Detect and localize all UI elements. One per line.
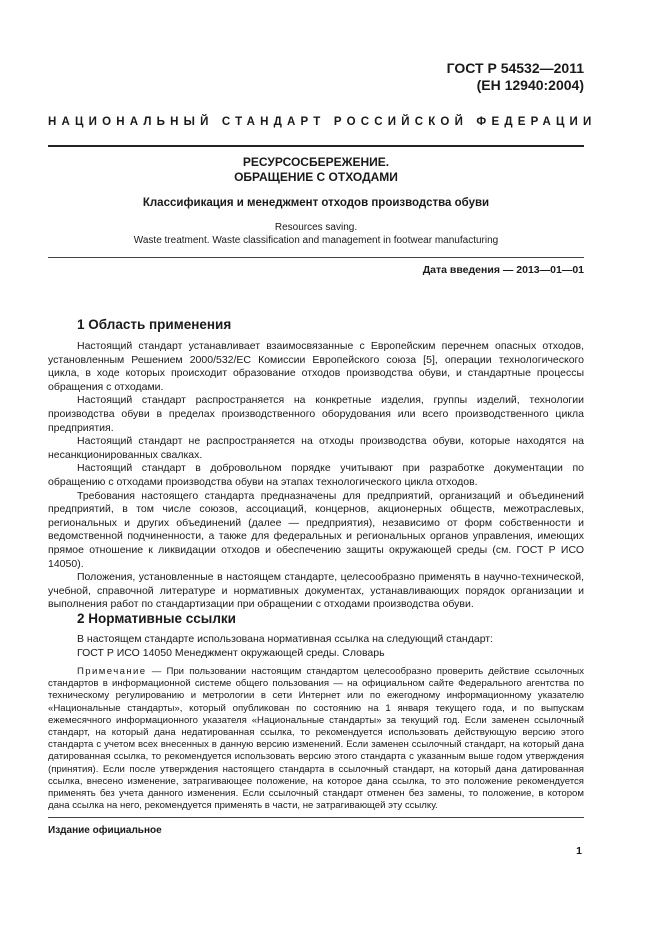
national-standard-banner: НАЦИОНАЛЬНЫЙ СТАНДАРТ РОССИЙСКОЙ ФЕДЕРАЦИИ [48, 116, 597, 128]
en-reference: (ЕН 12940:2004) [476, 77, 584, 93]
note-label: Примечание [77, 666, 147, 677]
note-block [48, 666, 584, 812]
title-subtitle: Классификация и менеджмент отходов производства обуви [142, 197, 490, 209]
section-2-heading: 2 Нормативные ссылки [77, 611, 236, 626]
note-paragraph [48, 666, 584, 812]
section-1-paragraph: Настоящий стандарт устанавливает взаимосвязанные с Европейским перечнем опасных отходов, установленным Решением 2000/532/ЕС Комиссии Европейского союза [5], операции технологического цикла, в ходе которых происходит образование отходов производства обуви, и стандартные процессы обращения с отходами. [48, 340, 584, 393]
introduction-date: Дата введения — 2013—01—01 [422, 264, 584, 276]
document-designation [447, 60, 584, 94]
english-title [48, 221, 584, 247]
page-number: 1 [576, 845, 582, 857]
section-1-paragraph: Настоящий стандарт в добровольном порядке учитывают при разработке документации по обращению с отходами производства обуви на этапах технологического цикла отходов. [48, 462, 584, 488]
note-text: — При пользовании настоящим стандартом целесообразно проверить действие ссылочных стандартов в информационной системе общего пользования — на официальном сайте Федерального агентства по техническому регулированию и метрологии в сети Интернет или по ежегодному информационному указателю «Национальные стандарты», который опубликован по состоянию на 1 января текущего года, и по выпускам ежемесячного информационного указателя «Национальные стандарты» за текущий год. Если заменен ссылочный стандарт, на который дана недатированная ссылка, то рекомендуется использовать действующую версию этого стандарта с учетом всех внесенных в данную версию изменений. Если заменен ссылочный стандарт, на который дана датированная ссылка, то рекомендуется использовать версию этого стандарта с указанным выше годом утверждения (принятия). Если после утверждения настоящего стандарта в ссылочный стандарт, на который дана датированная ссылка, внесено изменение, затрагивающее положение, на которое дана ссылка, то это положение рекомендуется применять без учета данного изменения. Если ссылочный стандарт отменен без замены, то положение, в котором дана ссылка на него, рекомендуется применять в части, не затрагивающей эту ссылку. [48, 666, 584, 812]
section-2-paragraph: В настоящем стандарте использована нормативная ссылка на следующий стандарт: [77, 633, 494, 645]
section-2-reference: ГОСТ Р ИСО 14050 Менеджмент окружающей среды. Словарь [77, 646, 385, 659]
gost-number: ГОСТ Р 54532—2011 [446, 60, 584, 76]
section-1-paragraph: Требования настоящего стандарта предназначены для предприятий, организаций и объединений предприятий, в том числе союзов, ассоциаций, концернов, акционерных обществ, межотраслевых, региональных и других объединений (далее — предприятия), независимо от форм собственности и ведомственной подчиненности, а также для федеральных и региональных органов управления, имеющих прямое отношение к ликвидации отходов и обеспечению защиты окружающей среды (см. ГОСТ Р ИСО 14050). [48, 489, 584, 570]
english-title-line-2: Waste treatment. Waste classification and management in footwear manufacturing [133, 235, 499, 246]
section-2-body [48, 633, 584, 660]
section-1-body [48, 340, 584, 612]
english-title-line-1: Resources saving. [274, 222, 358, 233]
section-1-paragraph: Настоящий стандарт распространяется на конкретные изделия, группы изделий, технологии производства обуви в пределах производственного оборудования или всего производственного цикла предприятия. [48, 394, 584, 434]
header-divider [48, 145, 584, 147]
title-line-2: ОБРАЩЕНИЕ С ОТХОДАМИ [234, 170, 398, 184]
title-block [48, 155, 584, 247]
section-1-paragraph: Настоящий стандарт не распространяется на отходы производства обуви, которые находятся на несанкционированных свалках. [48, 435, 584, 461]
edition-label: Издание официальное [48, 825, 162, 836]
title-divider [48, 257, 584, 258]
section-1-paragraph: Положения, установленные в настоящем стандарте, целесообразно применять в научно-технической, учебной, справочной литературе и нормативных документах, устанавливающих порядок организации и выполнения работ по стандартизации при обращении с отходами производства обуви. [48, 571, 584, 611]
section-1-heading: 1 Область применения [77, 317, 232, 332]
title-line-1: РЕСУРСОСБЕРЕЖЕНИЕ. [242, 155, 390, 169]
footer-divider [48, 817, 584, 818]
